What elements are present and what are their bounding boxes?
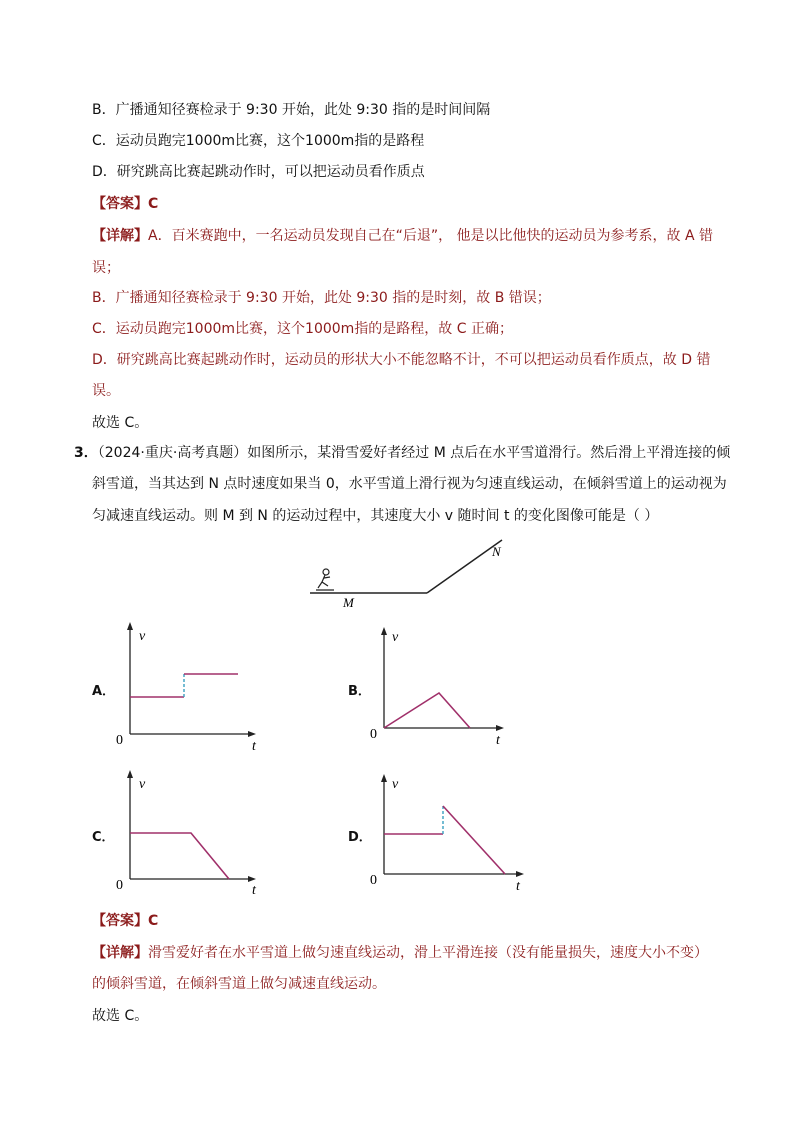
explain-a-text: A．百米赛跑中，一名运动员发现自己在“后退”， 他是以比他快的运动员为参考系，故 A 错	[148, 228, 714, 244]
q3-stem-1: 如图所示，某滑雪爱好者经过 M 点后在水平雪道滑行。然后滑上平滑连接的倾	[247, 445, 731, 461]
skier-icon	[316, 569, 334, 590]
inclined-track	[427, 540, 502, 593]
origin: 0	[116, 878, 123, 893]
prev-option-c: C．运动员跑完1000m比赛，这个1000m指的是路程	[92, 133, 425, 149]
prev-explain-d: D．研究跳高比赛起跳动作时，运动员的形状大小不能忽略不计，不可以把运动员看作质点，故 D 错	[92, 352, 711, 368]
explain-label: 【详解】	[92, 228, 148, 244]
q3-answer	[92, 911, 158, 931]
prev-explain-b: B．广播通知径赛检录于 9:30 开始，此处 9:30 指的是时刻，故 B 错误；	[92, 290, 551, 306]
prev-conclusion: 故选 C。	[92, 415, 149, 431]
series-segment	[130, 833, 229, 879]
label-m: M	[343, 595, 354, 610]
q3-explain-line2: 的倾斜雪道，在倾斜雪道上做匀减速直线运动。	[92, 976, 386, 992]
answer-label: 【答案】	[92, 196, 148, 212]
q3-explain-line1	[92, 943, 708, 963]
axis-t: t	[496, 733, 500, 748]
q3-source: （2024·重庆·高考真题）	[97, 445, 248, 461]
graph-d	[370, 774, 524, 894]
label-n: N	[492, 544, 501, 559]
axis-t: t	[252, 739, 256, 754]
option-c-label: C．	[92, 830, 115, 845]
prev-option-b: B．广播通知径赛检录于 9:30 开始，此处 9:30 指的是时间间隔	[92, 102, 491, 118]
answer-label: 【答案】	[92, 913, 148, 929]
origin: 0	[116, 733, 123, 748]
axis-v: v	[392, 777, 399, 792]
prev-option-d: D．研究跳高比赛起跳动作时，可以把运动员看作质点	[92, 164, 425, 180]
q3-stem-line3: 匀减速直线运动。则 M 到 N 的运动过程中，其速度大小 v 随时间 t 的变化图像可能是（ ）	[92, 508, 659, 524]
origin: 0	[370, 873, 377, 888]
axis-v: v	[392, 630, 399, 645]
prev-explain-a-cont: 误；	[92, 260, 120, 276]
axis-v: v	[139, 777, 146, 792]
q3-conclusion: 故选 C。	[92, 1008, 149, 1024]
q3-stem-line2: 斜雪道，当其达到 N 点时速度如果当 0，水平雪道上滑行视为匀速直线运动，在倾斜雪道上的运动视为	[92, 476, 727, 492]
answer-value: C	[148, 196, 159, 212]
prev-explain-c: C．运动员跑完1000m比赛，这个1000m指的是路程，故 C 正确；	[92, 321, 513, 337]
prev-explain-d-cont: 误。	[92, 383, 120, 399]
explain-text-1: 滑雪爱好者在水平雪道上做匀速直线运动，滑上平滑连接（没有能量损失，速度大小不变）	[148, 945, 708, 961]
series-segment	[384, 693, 470, 728]
origin: 0	[370, 727, 377, 742]
series-segment	[443, 806, 505, 874]
option-a-label: A．	[92, 684, 116, 699]
answer-value: C	[148, 913, 159, 929]
option-b-label: B．	[348, 684, 371, 699]
axis-t: t	[516, 879, 520, 894]
axis-v: v	[139, 629, 146, 644]
slope-figure	[310, 540, 502, 610]
axis-t: t	[252, 883, 256, 898]
graph-b	[370, 627, 504, 748]
graph-a	[116, 622, 257, 754]
graph-c	[116, 770, 257, 898]
q3-number: 3．	[74, 445, 98, 461]
option-d-label: D．	[348, 830, 372, 845]
explain-label: 【详解】	[92, 945, 148, 961]
